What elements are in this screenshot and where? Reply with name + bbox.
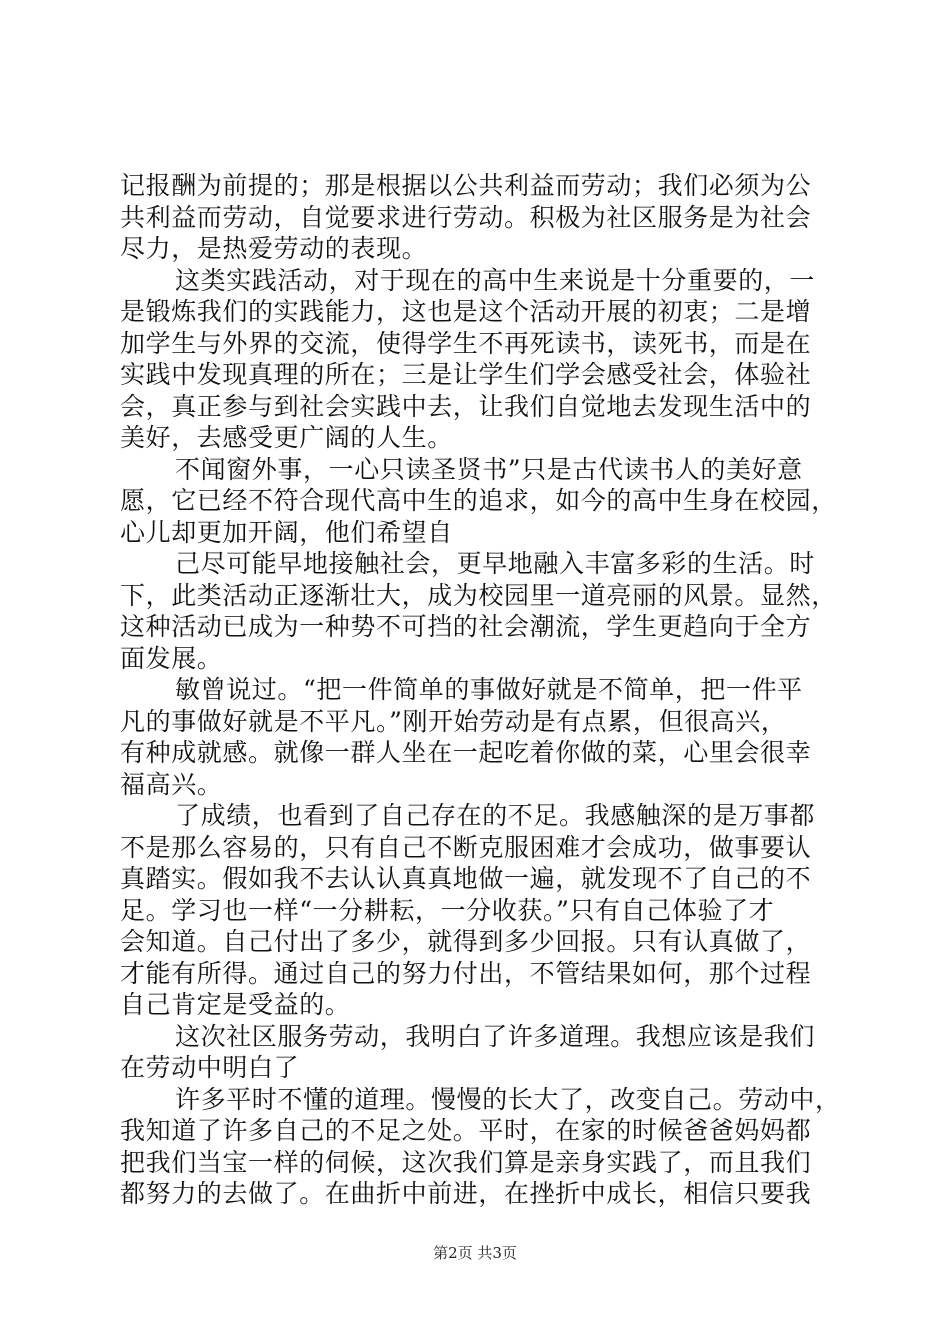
text-line: 不闻窗外事，一心只读圣贤书”只是古代读书人的美好意 <box>175 454 803 484</box>
text-line: 许多平时不懂的道理。慢慢的长大了，改变自己。劳动中， <box>175 1084 841 1114</box>
text-line: 自己肯定是受益的。 <box>120 990 351 1019</box>
text-line: 把我们当宝一样的伺候，这次我们算是亲身实践了，而且我们 <box>120 1147 812 1177</box>
text-line: 这次社区服务劳动，我明白了许多道理。我想应该是我们 <box>175 1021 816 1051</box>
text-line: 我知道了许多自己的不足之处。平时，在家的时候爸爸妈妈都 <box>120 1116 812 1145</box>
text-line: 了成绩，也看到了自己存在的不足。我感触深的是万事都 <box>175 801 816 830</box>
document-body <box>120 170 840 1210</box>
text-line: 实践中发现真理的所在；三是让学生们学会感受社会，体验社 <box>120 360 812 389</box>
text-line: 面发展。 <box>120 643 223 673</box>
text-line: 会知道。自己付出了多少，就得到多少回报。只有认真做了， <box>120 927 812 956</box>
text-line: 不是那么容易的，只有自己不断克服困难才会成功，做事要认 <box>120 832 812 862</box>
text-line: 福高兴。 <box>120 769 223 799</box>
text-line: 尽力，是热爱劳动的表现。 <box>120 234 428 263</box>
text-line: 愿，它已经不符合现代高中生的追求，如今的高中生身在校园， <box>120 486 837 515</box>
text-line: 共利益而劳动，自觉要求进行劳动。积极为社区服务是为社会 <box>120 202 812 232</box>
text-line: 凡的事做好就是不平凡。”刚开始劳动是有点累，但很高兴， <box>120 706 787 736</box>
text-line: 记报酬为前提的；那是根据以公共利益而劳动；我们必须为公 <box>120 171 812 200</box>
text-line: 加学生与外界的交流，使得学生不再死读书，读死书，而是在 <box>120 328 812 358</box>
text-line: 美好，去感受更广阔的人生。 <box>120 423 453 452</box>
text-line: 是锻炼我们的实践能力，这也是这个活动开展的初衷；二是增 <box>120 297 812 326</box>
text-line: 才能有所得。通过自己的努力付出，不管结果如何，那个过程 <box>120 958 812 988</box>
page-number-footer: 第2页 共3页 <box>433 1244 517 1262</box>
text-line: 在劳动中明白了 <box>120 1053 300 1082</box>
text-line: 心儿却更加开阔，他们希望自 <box>120 517 453 547</box>
text-line: 这种活动已成为一种势不可挡的社会潮流，学生更趋向于全方 <box>120 612 812 641</box>
text-line: 这类实践活动，对于现在的高中生来说是十分重要的，一 <box>175 265 816 295</box>
text-line: 有种成就感。就像一群人坐在一起吃着你做的菜，心里会很幸 <box>120 738 812 767</box>
text-line: 都努力的去做了。在曲折中前进，在挫折中成长，相信只要我 <box>120 1179 812 1208</box>
text-line: 足。学习也一样“一分耕耘，一分收获。”只有自己体验了才 <box>120 895 775 925</box>
text-line: 真踏实。假如我不去认认真真地做一遍，就发现不了自己的不 <box>120 864 812 893</box>
text-line: 己尽可能早地接触社会，更早地融入丰富多彩的生活。时 <box>175 549 816 578</box>
text-line: 会，真正参与到社会实践中去，让我们自觉地去发现生活中的 <box>120 391 812 421</box>
text-line: 敏曾说过。“把一件简单的事做好就是不简单，把一件平 <box>175 675 803 704</box>
text-line: 下，此类活动正逐渐壮大，成为校园里一道亮丽的风景。显然， <box>120 580 837 610</box>
